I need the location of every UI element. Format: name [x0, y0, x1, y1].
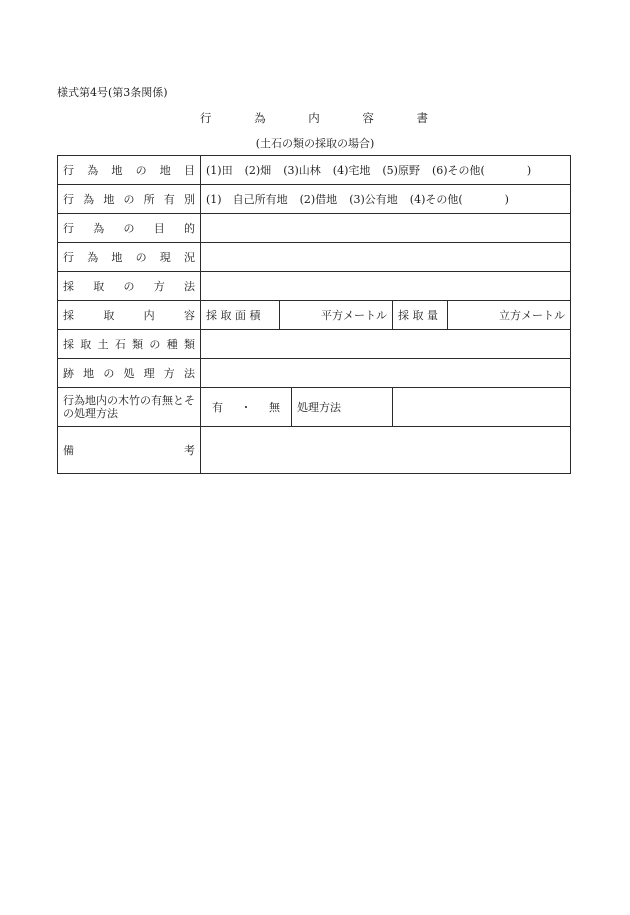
area-label: 採 取 面 積: [201, 301, 280, 330]
option-field[interactable]: (2)畑: [244, 163, 272, 177]
title-char: 為: [254, 111, 266, 125]
label-current-state: 行 為 地 の 現 況: [58, 243, 201, 272]
volume-label: 採 取 量: [393, 301, 448, 330]
treatment-label: 処理方法: [292, 388, 393, 427]
option-other-close: ): [526, 163, 532, 177]
application-form-table: [57, 155, 571, 474]
method-field[interactable]: [201, 272, 571, 301]
trees-presence[interactable]: [201, 388, 292, 427]
form-number: 様式第4号(第3条関係): [57, 86, 168, 99]
site-treatment-field[interactable]: [201, 359, 571, 388]
label-content: 採 取 内 容: [58, 301, 201, 330]
option-forest[interactable]: (3)山林: [283, 163, 321, 177]
title-char: 内: [308, 111, 320, 125]
ownership-options[interactable]: [201, 185, 571, 214]
soil-type-field[interactable]: [201, 330, 571, 359]
document-title: [200, 110, 428, 126]
row-method: [58, 272, 571, 301]
row-ownership: [58, 185, 571, 214]
remarks-field[interactable]: [201, 427, 571, 474]
option-wasteland[interactable]: (5)原野: [382, 163, 420, 177]
label-land-category: 行 為 地 の 地 目: [58, 156, 201, 185]
label-remarks: 備 考: [58, 427, 201, 474]
option-other[interactable]: (4)その他(: [409, 192, 463, 206]
area-field[interactable]: [280, 301, 393, 330]
option-self-owned[interactable]: (1) 自己所有地: [206, 192, 288, 206]
separator-dot: ・: [240, 400, 252, 414]
row-current-state: [58, 243, 571, 272]
label-purpose: 行 為 の 目 的: [58, 214, 201, 243]
row-trees: [58, 388, 571, 427]
title-char: 行: [200, 111, 212, 125]
option-rice-field[interactable]: (1)田: [206, 163, 233, 177]
row-land-category: [58, 156, 571, 185]
area-unit: 平方メートル: [321, 308, 387, 322]
option-other-close: ): [504, 192, 509, 206]
purpose-field[interactable]: [201, 214, 571, 243]
treatment-field[interactable]: [393, 388, 571, 427]
row-remarks: [58, 427, 571, 474]
row-site-treatment: [58, 359, 571, 388]
land-category-options[interactable]: [201, 156, 571, 185]
label-ownership: 行 為 地 の 所 有 別: [58, 185, 201, 214]
option-residential[interactable]: (4)宅地: [332, 163, 371, 177]
document-subtitle: (土石の類の採取の場合): [255, 137, 375, 150]
title-char: 書: [416, 111, 428, 125]
label-method: 採 取 の 方 法: [58, 272, 201, 301]
current-state-field[interactable]: [201, 243, 571, 272]
title-char: 容: [362, 111, 374, 125]
volume-field[interactable]: [448, 301, 571, 330]
label-site-treatment: 跡 地 の 処 理 方 法: [58, 359, 201, 388]
row-purpose: [58, 214, 571, 243]
option-leased[interactable]: (2)借地: [299, 192, 338, 206]
row-soil-type: [58, 330, 571, 359]
option-present[interactable]: 有: [212, 400, 223, 414]
volume-unit: 立方メートル: [499, 308, 566, 322]
option-absent[interactable]: 無: [269, 400, 280, 414]
option-other[interactable]: (6)その他(: [431, 163, 485, 177]
row-content: [58, 301, 571, 330]
option-public[interactable]: (3)公有地: [349, 192, 398, 206]
label-soil-type: 採 取 土 石 類 の 種 類: [58, 330, 201, 359]
label-trees: 行為地内の木竹の有無とその処理方法: [58, 388, 201, 427]
